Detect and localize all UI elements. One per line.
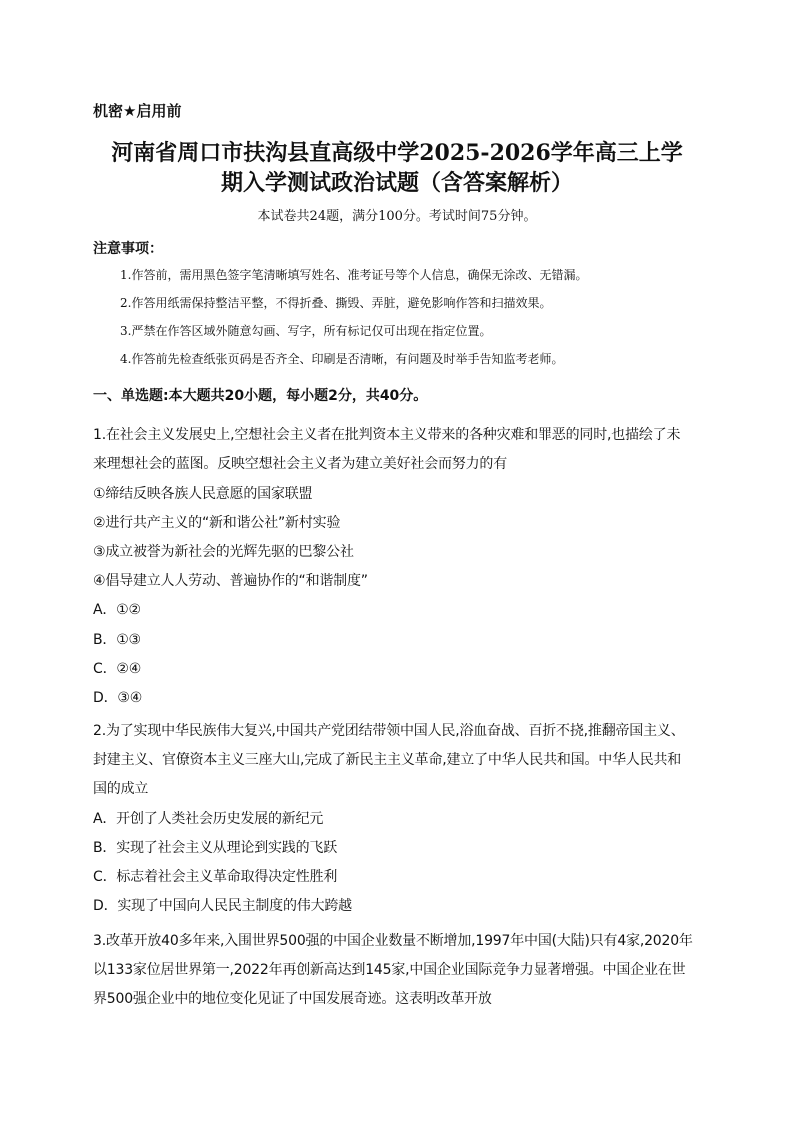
question-1-statement: ②进行共产主义的“新和谐公社”新村实验 — [93, 515, 341, 531]
question-3-stem: 界500强企业中的地位变化见证了中国发展奇迹。这表明改革开放 — [93, 991, 492, 1007]
question-2-stem: 封建主义、官僚资本主义三座大山,完成了新民主主义革命,建立了中华人民共和国。中华人民共和 — [93, 752, 682, 768]
exam-title-line1: 河南省周口市扶沟县直高级中学2025-2026学年高三上学 — [111, 140, 683, 166]
question-1-statement: ③成立被誉为新社会的光辉先驱的巴黎公社 — [93, 544, 354, 560]
note-item: 4.作答前先检查纸张页码是否齐全、印刷是否清晰，有问题及时举手告知监考老师。 — [120, 352, 564, 366]
question-2-stem: 2.为了实现中华民族伟大复兴,中国共产党团结带领中国人民,浴血奋战、百折不挠,推翻帝国主义、 — [93, 723, 685, 739]
question-1-option-c: C．②④ — [93, 661, 142, 677]
note-item: 2.作答用纸需保持整洁平整，不得折叠、撕毁、弄脏，避免影响作答和扫描效果。 — [120, 296, 552, 310]
question-2-stem: 国的成立 — [93, 781, 149, 797]
note-item: 3.严禁在作答区域外随意勾画、写字，所有标记仅可出现在指定位置。 — [120, 324, 492, 338]
question-3-stem: 3.改革开放40多年来,入围世界500强的中国企业数量不断增加,1997年中国(大陆)只有4家,2020年 — [93, 933, 693, 949]
question-1-stem: 来理想社会的蓝图。反映空想社会主义者为建立美好社会而努力的有 — [93, 456, 507, 472]
question-1-statement: ④倡导建立人人劳动、普遍协作的“和谐制度” — [93, 573, 368, 589]
question-2-option-d: D．实现了中国向人民民主制度的伟大跨越 — [93, 898, 352, 914]
question-1-option-b: B．①③ — [93, 632, 141, 648]
question-2-option-b: B．实现了社会主义从理论到实践的飞跃 — [93, 840, 338, 856]
section-heading: 一、单选题:本大题共20小题，每小题2分，共40分。 — [93, 388, 428, 404]
question-2-option-a: A．开创了人类社会历史发展的新纪元 — [93, 811, 324, 827]
notes-heading: 注意事项： — [93, 241, 163, 257]
question-3-stem: 以133家位居世界第一,2022年再创新高达到145家,中国企业国际竞争力显著增强。中国企业在世 — [93, 962, 686, 978]
question-1-statement: ①缔结反映各族人民意愿的国家联盟 — [93, 486, 313, 502]
exam-info: 本试卷共24题，满分100分。考试时间75分钟。 — [257, 209, 537, 224]
confidential-label: 机密★启用前 — [93, 102, 182, 120]
note-item: 1.作答前，需用黑色签字笔清晰填写姓名、准考证号等个人信息，确保无涂改、无错漏。 — [120, 268, 588, 282]
exam-title-line2: 期入学测试政治试题（含答案解析） — [220, 170, 573, 196]
question-2-option-c: C．标志着社会主义革命取得决定性胜利 — [93, 869, 338, 885]
question-1-stem: 1.在社会主义发展史上,空想社会主义者在批判资本主义带来的各种灾难和罪恶的同时,也描绘了未 — [93, 427, 681, 443]
question-1-option-a: A．①② — [93, 602, 141, 618]
question-1-option-d: D．③④ — [93, 690, 143, 706]
